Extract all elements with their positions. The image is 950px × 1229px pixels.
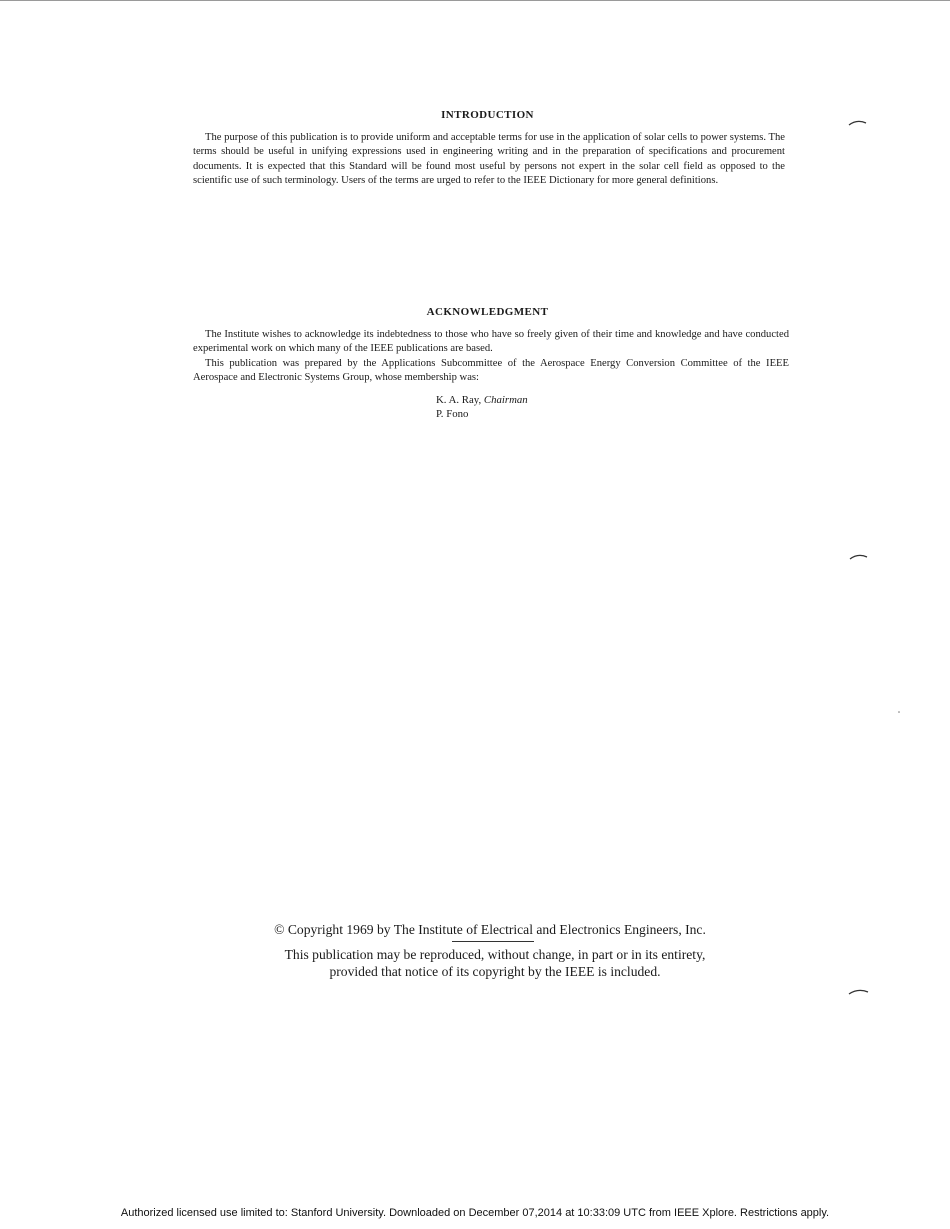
copyright-underline [452,941,534,942]
member-name: K. A. Ray, [436,394,482,406]
scan-mark-icon [848,118,868,128]
scan-mark-icon [849,552,869,562]
notice-line-2: provided that notice of its copyright by the IEEE is included. [329,964,661,979]
scan-dot-icon [897,710,901,714]
acknowledgment-paragraph-1: The Institute wishes to acknowledge its indebtedness to those who have so freely given of their time and knowledge and have conducted experimental work on which many of the IEEE publications are based. [193,329,789,355]
member-entry [436,393,528,407]
member-entry [436,407,528,421]
reproduction-notice [0,946,950,980]
notice-line-1: This publication may be reproduced, without change, in part or in its entirety, [284,947,706,962]
member-role: Chairman [483,394,528,406]
introduction-text: The purpose of this publication is to provide uniform and acceptable terms for use in the application of solar cells to power systems. The terms should be useful in unifying expressions used in engineering writing and in the preparation of specifications and procurement documents. It is expected that this Standard will be found most useful by persons not expert in the solar cell field as opposed to the scientific use of such terminology. Users of the terms are urged to refer to the IEEE Dictionary for more general definitions. [193,132,785,187]
introduction-paragraph [193,131,785,189]
introduction-heading: INTRODUCTION [441,109,534,121]
license-footer: Authorized licensed use limited to: Stanford University. Downloaded on December 07,2014 at 10:33:09 UTC from IEEE Xplore. Restrictions apply. [120,1207,830,1219]
copyright-line: © Copyright 1969 by The Institute of Electrical and Electronics Engineers, Inc. [274,922,706,937]
member-name: P. Fono [436,408,469,420]
acknowledgment-heading: ACKNOWLEDGMENT [426,306,549,318]
membership-list [436,393,528,421]
acknowledgment-body [193,328,789,386]
page-top-border [0,0,950,1]
scan-mark-icon [848,987,870,997]
acknowledgment-paragraph-2: This publication was prepared by the Applications Subcommittee of the Aerospace Energy Conversion Committee of the IEEE Aerospace and Electronic Systems Group, whose membership was: [193,357,789,384]
